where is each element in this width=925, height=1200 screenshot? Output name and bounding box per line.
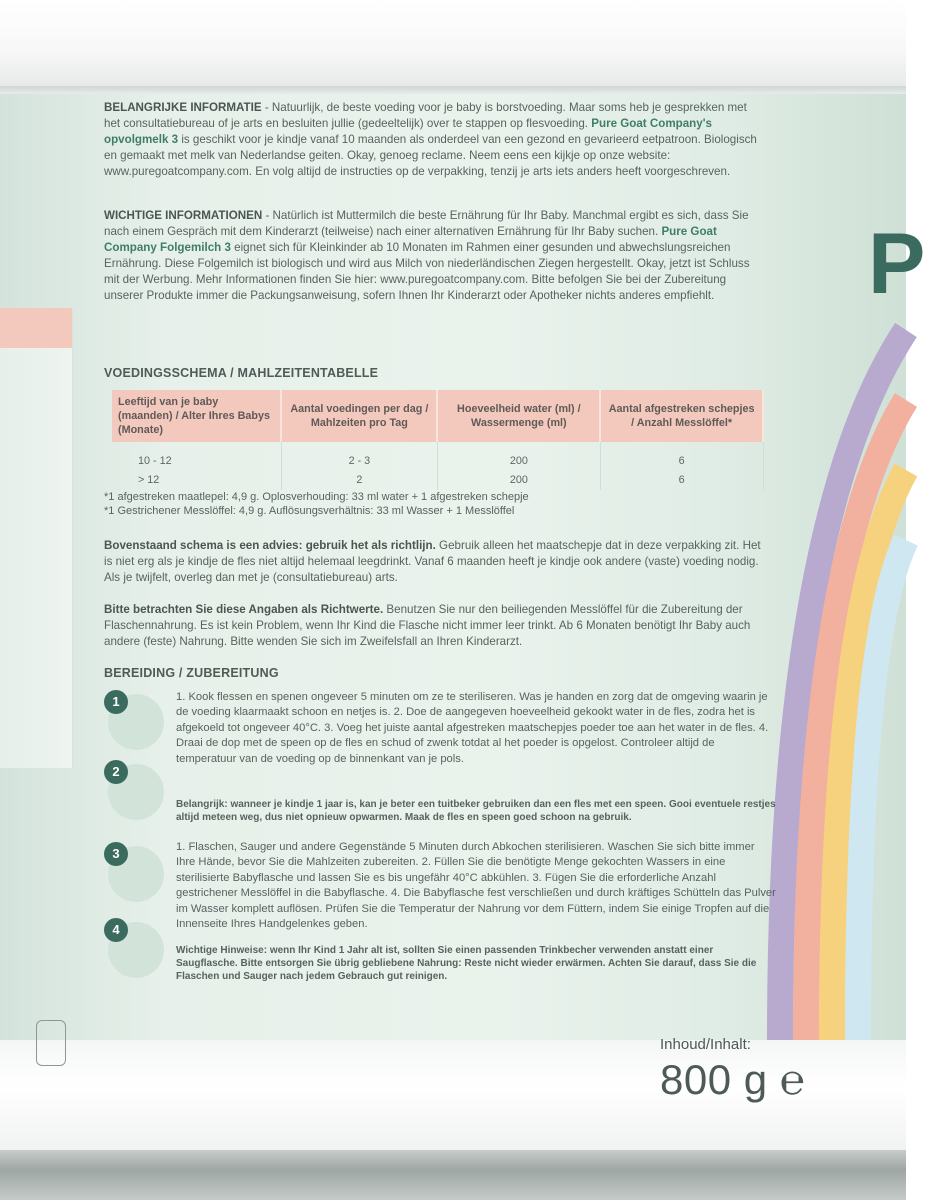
advice-de-lead: Bitte betrachten Sie diese Angaben als Richtwerte. bbox=[104, 603, 384, 616]
info-nl-text-2: is geschikt voor je kindje vanaf 10 maanden als onderdeel van een gezond en gevarieerd eetpatroon. Biologisch en gemaakt met melk van Nederlandse geiten. Okay, genoeg reclame. Neem eens een kijkje op onze website: www.puregoatcompany.com. En volg altijd de instructies op de verpakking, tenzij je arts iets anders heeft voorgeschreven. bbox=[104, 133, 757, 178]
step-number-4: 4 bbox=[104, 918, 128, 942]
advice-nl-text: Gebruik alleen het maatschepje dat in deze verpakking zit. Het is niet erg als je kindje de fles niet altijd helemaal leegdrinkt. Vanaf 6 maanden heeft je kindje ook andere (vaste) voeding nodig. Als je twijfelt, overleg dan met je (consultatiebureau) arts. bbox=[104, 539, 761, 584]
info-nl-paragraph bbox=[104, 100, 764, 180]
preparation-title: BEREIDING / ZUBEREITUNG bbox=[104, 666, 279, 680]
footnote-nl: *1 afgestreken maatlepel: 4,9 g. Oplosverhouding: 33 ml water + 1 afgestreken schepje bbox=[104, 491, 529, 503]
content-label: Inhoud/Inhalt: bbox=[660, 1036, 751, 1053]
step-number-3: 3 bbox=[104, 842, 128, 866]
feeding-footnotes bbox=[104, 490, 764, 518]
table-row bbox=[112, 442, 763, 471]
preparation-de-text: 1. Flaschen, Sauger und andere Gegenstände 5 Minuten durch Abkochen sterilisieren. Waschen Sie sich bitte immer Ihre Hände, bevor Sie die Mahlzeiten zubereiten. 2. Füllen Sie die benötigte Menge gekochten Wassers in eine sterilisierte Babyflasche und lassen Sie es bis ungefähr 40°C abkühlen. 3. Fügen Sie die erforderliche Anzahl gestrichener Messlöffel in die Babyflasche. 4. Die Babyflasche fest verschließen und durch kräftiges Schütteln das Pulver im Wasser komplett auflösen. Prüfen Sie die Temperatur der Nahrung vor dem Füttern, indem Sie einige Tropfen auf die Innenseite Ihres Handgelenkes geben. bbox=[176, 841, 776, 931]
feeding-table-header-row bbox=[112, 390, 763, 442]
side-panel-strip bbox=[0, 308, 73, 768]
preparation-nl-text: 1. Kook flessen en spenen ongeveer 5 minuten om ze te steriliseren. Was je handen en zorg dat de omgeving waarin je de voeding klaarmaakt schoon en netjes is. 2. Doe de aangegeven hoeveelheid gekookt water in de fles, zodra het is afgekoeld tot ongeveer 40°C. 3. Voeg het juiste aantal afgestreken maatschepjes poeder toe aan het water in de fles. 4. Draai de dop met de speen op de fles en schud of zwenk totdat al het poeder is opgelost. Controleer altijd de temperatuur van de voeding op de binnenkant van je pols. bbox=[176, 691, 769, 765]
step-number-1: 1 bbox=[104, 690, 128, 714]
preparation-de-note: Wichtige Hinweise: wenn Ihr Kind 1 Jahr alt ist, sollten Sie einen passenden Trinkbecher verwenden anstatt einer Saugflasche. Bitte entsorgen Sie übrig gebliebene Nahrung: Reste nicht wieder erwärmen. Achten Sie darauf, dass Sie die Flaschen und Sauger nach jedem Gebrauch gut reinigen. bbox=[176, 945, 757, 982]
feeding-table-header-age: Leeftijd van je baby (maanden) / Alter Ihres Babys (Monate) bbox=[112, 390, 281, 442]
can-lid bbox=[0, 0, 906, 89]
table-cell: 200 bbox=[437, 442, 600, 471]
feeding-table bbox=[112, 390, 764, 490]
info-nl-text-1: - Natuurlijk, de beste voeding voor je baby is borstvoeding. Maar soms heb je gesprekken met het consultatiebureau of je arts en besluiten jullie (gedeeltelijk) over te stappen op flesvoeding. bbox=[104, 101, 747, 130]
footnote-de: *1 Gestrichener Messlöffel: 4,9 g. Auflösungsverhältnis: 33 ml Wasser + 1 Messlöffel bbox=[104, 505, 515, 517]
table-cell: 6 bbox=[600, 442, 763, 471]
info-de-paragraph bbox=[104, 208, 764, 304]
advice-nl-paragraph bbox=[104, 538, 764, 586]
step-number-2: 2 bbox=[104, 760, 128, 784]
feeding-table-header-scoops: Aantal afgestreken schepjes / Anzahl Messlöffel* bbox=[600, 390, 763, 442]
table-cell: 10 - 12 bbox=[112, 442, 281, 471]
table-row bbox=[112, 471, 763, 490]
feeding-table-header-water: Hoeveelheid water (ml) / Wassermenge (ml) bbox=[437, 390, 600, 442]
recycling-mark-icon bbox=[36, 1020, 66, 1066]
info-nl-heading: BELANGRIJKE INFORMATIE bbox=[104, 101, 262, 114]
table-cell: 200 bbox=[437, 471, 600, 490]
advice-nl-lead: Bovenstaand schema is een advies: gebruik het als richtlijn. bbox=[104, 539, 436, 552]
advice-de-text: Benutzen Sie nur den beiliegenden Messlöffel für die Zubereitung der Flaschennahrung. Es ist kein Problem, wenn Ihr Kind die Flasche nicht immer leer trinkt. Ab 6 Monaten benötigt Ihr Baby auch andere (feste) Nahrung. Bitte wenden Sie sich im Zweifelsfall an Ihren Kinderarzt. bbox=[104, 603, 751, 648]
info-de-text-1: - Natürlich ist Muttermilch die beste Ernährung für Ihr Baby. Manchmal ergibt es sich, dass Sie nach einem Gespräch mit dem Kinderarzt (teilweise) nach einer alternativen Ernährung für Ihr Baby suchen. bbox=[104, 209, 749, 238]
content-weight: 800 g ℮ bbox=[660, 1056, 806, 1103]
feeding-table-title: VOEDINGSSCHEMA / MAHLZEITENTABELLE bbox=[104, 366, 379, 380]
can-bottom-rim bbox=[0, 1150, 906, 1200]
table-cell: 2 - 3 bbox=[281, 442, 437, 471]
side-panel-header bbox=[0, 308, 72, 348]
info-de-product: Pure Goat Company Folgemilch 3 bbox=[104, 225, 717, 254]
info-de-website: www.puregoatcompany.com bbox=[380, 273, 526, 286]
feeding-table-header-feeds: Aantal voedingen per dag / Mahlzeiten pro Tag bbox=[281, 390, 437, 442]
table-cell: > 12 bbox=[112, 471, 281, 490]
info-de-text-2: eignet sich für Kleinkinder ab 10 Monaten im Rahmen einer gesunden und abwechslungsreichen Ernährung. Diese Folgemilch ist biologisch und wird aus Milch von niederländischen Ziegen hergestellt. Okay, jetzt ist Schluss mit der Werbung. Mehr Informationen finden Sie hier: bbox=[104, 241, 750, 286]
table-cell: 6 bbox=[600, 471, 763, 490]
advice-de-paragraph bbox=[104, 602, 764, 650]
info-de-heading: WICHTIGE INFORMATIONEN bbox=[104, 209, 263, 222]
preparation-nl-note: Belangrijk: wanneer je kindje 1 jaar is, kan je beter een tuitbeker gebruiken dan een fles met een speen. Gooi eventuele restjes altijd meteen weg, dus niet opnieuw opwarmen. Maak de fles en speen goed schoon na gebruik. bbox=[176, 799, 776, 823]
table-cell: 2 bbox=[281, 471, 437, 490]
info-de-text-3: . Bitte befolgen Sie bei der Zubereitung unserer Produkte immer die Packungsanweisung, sofern Ihnen Ihr Kinderarzt oder Apotheker nichts anderes empfiehlt. bbox=[104, 273, 727, 302]
info-nl-product: Pure Goat Company's opvolgmelk 3 bbox=[104, 117, 712, 146]
brand-logo-partial: P bbox=[868, 216, 925, 312]
